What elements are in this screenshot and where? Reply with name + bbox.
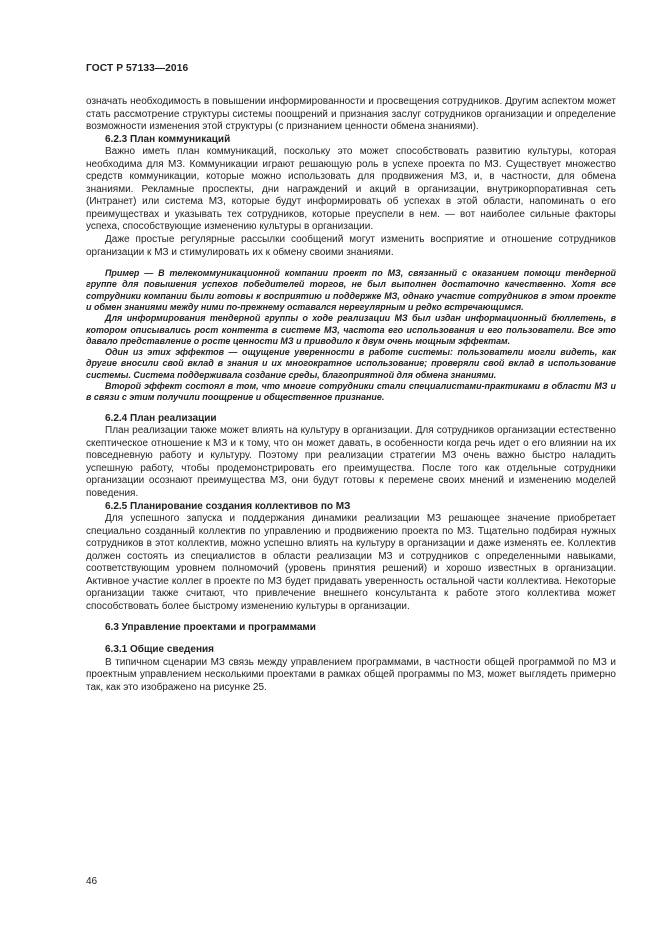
paragraph-implementation-plan: План реализации также может влиять на культуру в организации. Для сотрудников организации естественно скептическое отношение к МЗ и к тому, что он может давать, в особенности когда речь идет о его влиянии на их повседневную работу и культуру. Поэтому при реализации стратегии МЗ очень важно быстро наладить успешную работу, чтобы продемонстрировать его преимущества. После того как отдельные сотрудники организации осознают преимущества МЗ, они будут готовы к перемене своих мнений и изменению моделей поведения. xyxy=(86,425,616,499)
section-heading-6-3: 6.3 Управление проектами и программами xyxy=(105,622,316,634)
example-paragraph-3: Один из этих эффектов — ощущение уверенности в работе системы: пользователи могли видеть, как другие вносили свой вклад в знания и их многократное использование; проверяли свой вклад в использование системы. Система поддерживала создание среды, благоприятной для обмена знаниями. xyxy=(86,347,616,380)
paragraph-team-planning: Для успешного запуска и поддержания динамики реализации МЗ решающее значение приобретает специально созданный коллектив по управлению и продвижению проекта по МЗ. Тщательно подбирая нужных сотрудников в этот коллектив, можно успешно влиять на культуру в организации и даже изменять ее. Коллектив должен состоять из специалистов в области реализации МЗ и сотрудников с определенными навыками, соответствующим уровнем полномочий (уровень принятия решений) и хорошо известных в организации. Активное участие коллег в проекте по МЗ будет придавать уверенность остальной части коллектива. Некоторые организации также считают, что привлечение внешнего консультанта к работе этого коллектива может способствовать более быстрому изменению культуры в организации. xyxy=(86,513,616,612)
example-paragraph-1: Пример — В телекоммуникационной компании проект по МЗ, связанный с оказанием помощи тендерной группе для повышения успехов победителей торгов, не был выполнен достаточно качественно. Хотя все сотрудники компании были готовы к восприятию и поддержке МЗ, однако участие сотрудников в этом проекте и обмен знаниями между ними по-прежнему оставался нерегулярным и редко встречающимся. xyxy=(86,268,616,312)
paragraph-general-info: В типичном сценарии МЗ связь между управлением программами, в частности общей программой по МЗ и проектным управлением несколькими проектами в рамках общей программы по МЗ, может выглядеть примерно так, как это изображено на рисунке 25. xyxy=(86,656,616,693)
page-number: 46 xyxy=(86,876,98,887)
section-heading-6-3-1: 6.3.1 Общие сведения xyxy=(105,643,214,655)
page-body xyxy=(86,96,616,694)
paragraph-mailings: Даже простые регулярные рассылки сообщений могут изменить восприятие и отношение сотрудников организации к МЗ и стимулировать их к обмену своими знаниями. xyxy=(86,234,616,258)
example-paragraph-2: Для информирования тендерной группы о ходе реализации МЗ был издан информационный бюллетень, в котором описывались рост контента в системе МЗ, частота его использования и его пользователи. Все это давало представление о росте ценности МЗ и приводило к двум очень мощным эффектам. xyxy=(86,313,616,346)
paragraph-continuation: означать необходимость в повышении информированности и просвещения сотрудников. Другим аспектом может стать рассмотрение структуры системы поощрений и признания заслуг сотрудников организации и определение возможности изменения этой структуры (с признанием ценности обмена знаниями). xyxy=(86,96,616,133)
section-heading-6-2-4: 6.2.4 План реализации xyxy=(105,412,217,424)
paragraph-communication-plan: Важно иметь план коммуникаций, поскольку это может способствовать развитию культуры, которая необходима для МЗ. Коммуникации играют решающую роль в успехе проекта по МЗ. Существует множество средств коммуникации, которые можно использовать для продвижения МЗ, и, в частности, для обмена знаниями. Рекламные проспекты, дни награждений и акций в организации, внутрикорпоративная сеть (Интранет) или система МЗ, которые будут информировать об успехах в этой области, напоминать о его преимуществах и указывать тех сотрудников, которые преуспели в нем. — вот наиболее сильные факторы успеха, способствующие изменению культуры в организации. xyxy=(86,146,616,233)
section-heading-6-2-3: 6.2.3 План коммуникаций xyxy=(105,133,231,145)
example-paragraph-4: Второй эффект состоял в том, что многие сотрудники стали специалистами-практиками в области МЗ и в связи с этим получили поощрение и общественное признание. xyxy=(86,381,616,403)
standard-header: ГОСТ Р 57133—2016 xyxy=(86,63,189,74)
section-heading-6-2-5: 6.2.5 Планирование создания коллективов по МЗ xyxy=(105,500,351,512)
